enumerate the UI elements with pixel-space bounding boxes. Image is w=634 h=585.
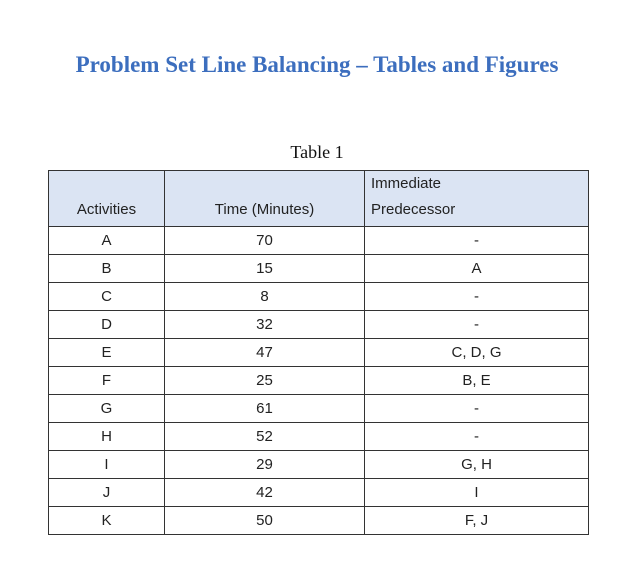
cell-activity: C <box>49 283 165 311</box>
cell-time: 70 <box>165 227 365 255</box>
cell-activity: E <box>49 339 165 367</box>
page-title: Problem Set Line Balancing – Tables and Figures <box>75 52 559 77</box>
cell-predecessor: A <box>365 255 589 283</box>
cell-predecessor: - <box>365 311 589 339</box>
header-predecessor-line1: Immediate <box>371 175 442 192</box>
cell-time: 15 <box>165 255 365 283</box>
activity-table <box>48 170 589 535</box>
cell-predecessor: I <box>365 479 589 507</box>
cell-time: 61 <box>165 395 365 423</box>
cell-activity: A <box>49 227 165 255</box>
table-row <box>49 255 589 283</box>
cell-predecessor: - <box>365 395 589 423</box>
cell-predecessor: G, H <box>365 451 589 479</box>
cell-predecessor: C, D, G <box>365 339 589 367</box>
cell-activity: G <box>49 395 165 423</box>
cell-time: 47 <box>165 339 365 367</box>
table-row <box>49 507 589 535</box>
table-header-row <box>49 171 589 227</box>
cell-time: 52 <box>165 423 365 451</box>
table-row <box>49 479 589 507</box>
cell-time: 29 <box>165 451 365 479</box>
cell-activity: H <box>49 423 165 451</box>
table-row <box>49 283 589 311</box>
cell-predecessor: - <box>365 423 589 451</box>
cell-activity: D <box>49 311 165 339</box>
header-immediate-predecessor <box>365 171 589 227</box>
cell-predecessor: - <box>365 227 589 255</box>
cell-activity: K <box>49 507 165 535</box>
cell-activity: B <box>49 255 165 283</box>
table-row <box>49 395 589 423</box>
cell-activity: F <box>49 367 165 395</box>
cell-predecessor: B, E <box>365 367 589 395</box>
table-row <box>49 339 589 367</box>
cell-time: 8 <box>165 283 365 311</box>
header-time-minutes: Time (Minutes) <box>165 171 365 227</box>
table-row <box>49 451 589 479</box>
cell-predecessor: - <box>365 283 589 311</box>
table-row <box>49 311 589 339</box>
cell-time: 50 <box>165 507 365 535</box>
cell-predecessor: F, J <box>365 507 589 535</box>
cell-time: 32 <box>165 311 365 339</box>
cell-time: 42 <box>165 479 365 507</box>
table-row <box>49 423 589 451</box>
cell-time: 25 <box>165 367 365 395</box>
table-row <box>49 367 589 395</box>
cell-activity: J <box>49 479 165 507</box>
header-predecessor-line2: Predecessor <box>371 201 456 218</box>
cell-activity: I <box>49 451 165 479</box>
header-activities: Activities <box>49 171 165 227</box>
table-caption: Table 1 <box>290 142 344 162</box>
table-row <box>49 227 589 255</box>
